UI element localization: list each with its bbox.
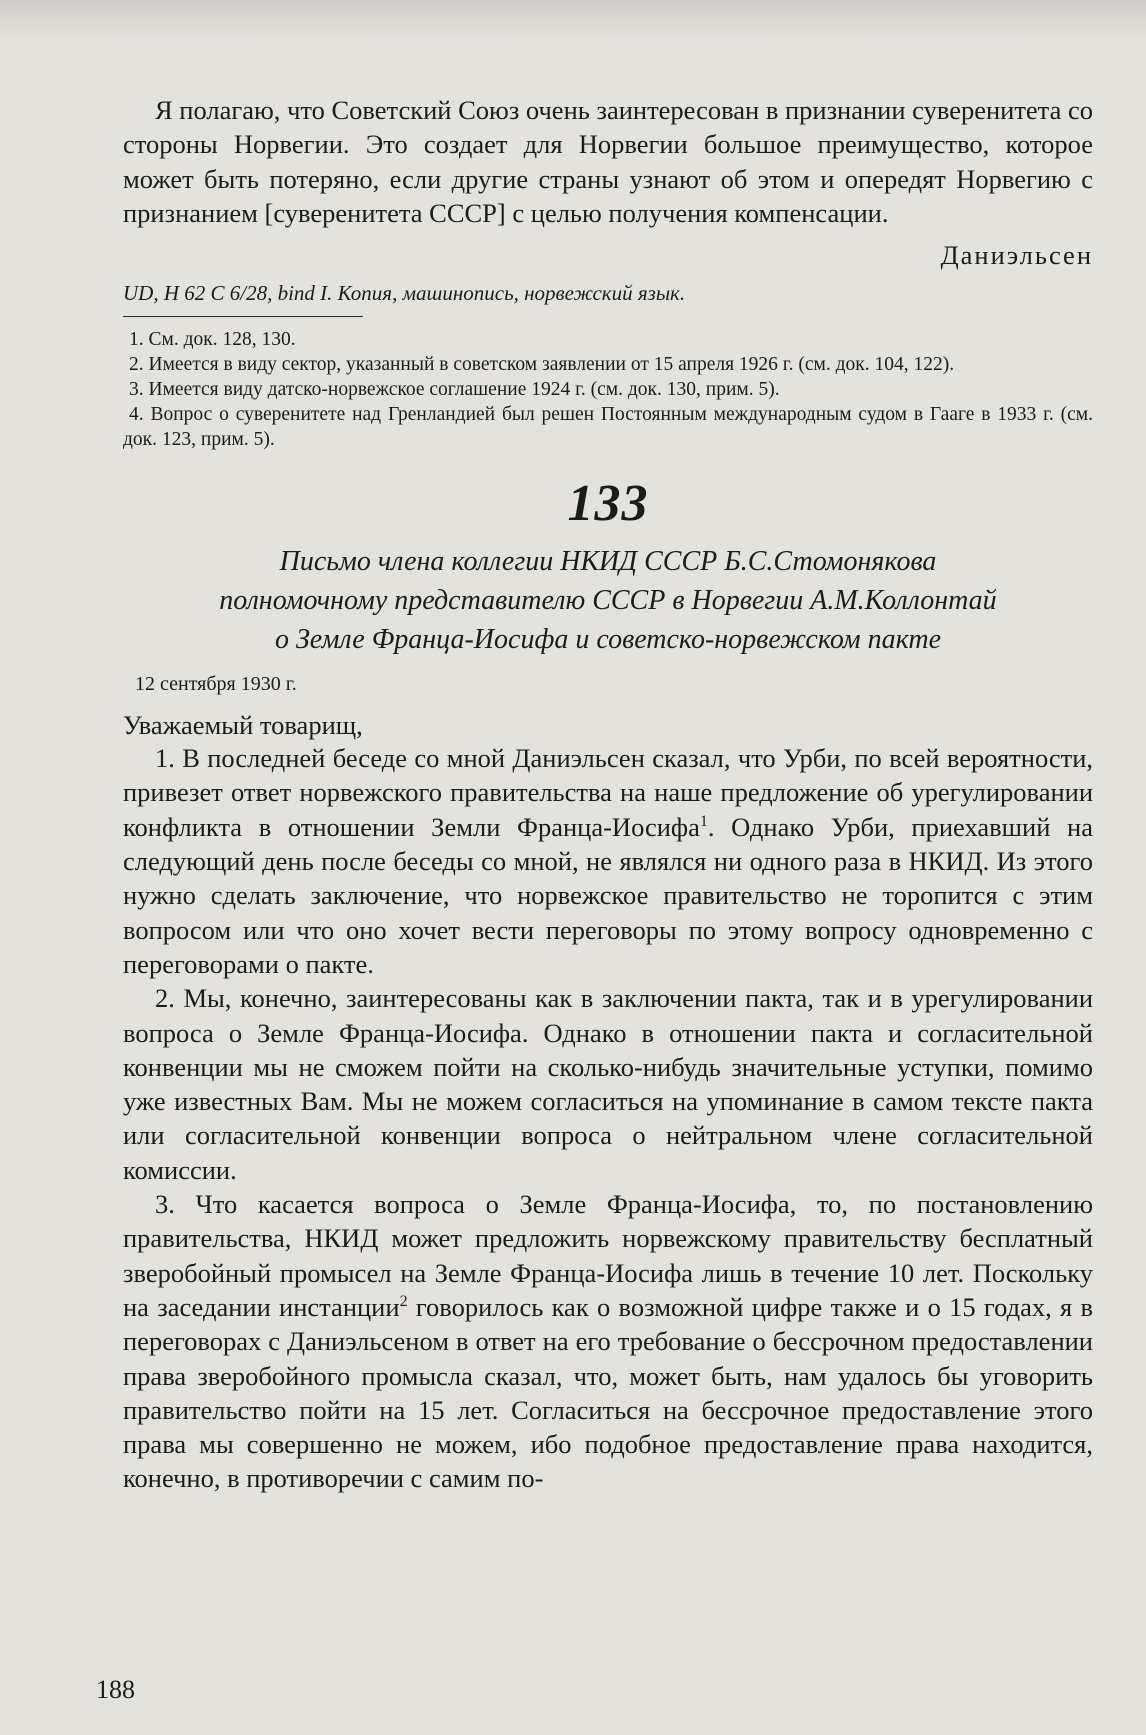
upper-section — [123, 93, 1093, 1496]
top-paragraph: Я полагаю, что Советский Союз очень заинтересован в признании суверенитета со стороны Норвегии. Это создает для Норвегии большое преимущество, которое может быть потеряно, если другие страны узнают об этом и опередят Норвегию с признанием [суверенитета СССР] с целью получения компенсации. — [123, 95, 1093, 228]
greeting: Уважаемый товарищ, — [123, 710, 363, 741]
footnote: 1. См. док. 128, 130. — [129, 329, 296, 351]
footnote: 4. Вопрос о суверенитете над Гренландией был решен Постоянным международным судом в Гааге в 1933 г. (см. док. 123, прим. 5). — [123, 404, 1093, 451]
paragraph-1-text: 1. В последней беседе со мной Даниэльсен сказал, что Урби, по всей вероятности, привезет ответ норвежского правительства на наше предложение об урегулировании конфликта в отношении Земли Франца-Иосифа — [123, 743, 1093, 842]
document-title-line: полномочному представителю СССР в Норвегии А.М.Коллонтай — [219, 585, 997, 617]
footnotes — [123, 327, 1093, 452]
footnote-ref: 1 — [699, 812, 708, 830]
signature: Даниэльсен — [940, 240, 1093, 271]
footnote: 3. Имеется виду датско-норвежское соглашение 1924 г. (см. док. 130, прим. 5). — [129, 379, 780, 401]
paragraph-1-text-cont: . Однако Урби, приехавший на следующий день после беседы со мной, не являлся ни одного раза в НКИД. Из этого нужно сделать заключение, что норвежское правительство не торопится с этим вопросом или что оно хочет вести переговоры по этому вопросу одновременно с переговорами о пакте. — [123, 811, 1093, 979]
footnote-ref: 2 — [399, 1293, 408, 1311]
document-title-line: Письмо члена коллегии НКИД СССР Б.С.Стомонякова — [279, 546, 937, 578]
document-date: 12 сентября 1930 г. — [135, 673, 297, 696]
paragraph-3-text-cont: говорилось как о возможной цифре также и о 15 годах, я в переговорах с Даниэльсеном в ответ на его требование о бессрочном предоставлении права зверобойного промысла сказал, что, может быть, нам удалось бы уговорить правительство пойти на 15 лет. Согласиться на бессрочное предоставление этого права мы совершенно не можем, ибо подобное предоставление права находится, конечно, в противоречии с самим по- — [123, 1291, 1094, 1494]
archive-reference: UD, H 62 C 6/28, bind I. Копия, машинопись, норвежский язык. — [123, 281, 686, 306]
document-title-line: о Земле Франца-Иосифа и советско-норвежском пакте — [274, 624, 942, 656]
footnote-divider — [123, 316, 363, 317]
footnote: 2. Имеется в виду сектор, указанный в советском заявлении от 15 апреля 1926 г. (см. док. 104, 122). — [129, 354, 955, 376]
paragraph-3-text: 3. Что касается вопроса о Земле Франца-Иосифа, то, по постановлению правительства, НКИД может предложить норвежскому правительству бесплатный зверобойный промысел на Земле Франца-Иосифа лишь в течение 10 лет. Поскольку на заседании инстанции — [123, 1189, 1093, 1322]
paragraph-1 — [123, 741, 1093, 981]
paragraph-3 — [123, 1187, 1093, 1496]
paragraph-2: 2. Мы, конечно, заинтересованы как в заключении пакта, так и в урегулировании вопроса о Земле Франца-Иосифа. Однако в отношении пакта и согласительной конвенции мы не сможем пойти на сколько-нибудь значительные уступки, помимо уже известных Вам. Мы не можем согласиться на упоминание в самом тексте пакта или согласительной конвенции вопроса о нейтральном члене согласительной комиссии. — [123, 983, 1093, 1185]
page-number: 188 — [96, 1675, 135, 1704]
document-title — [123, 542, 1093, 659]
document-number: 133 — [567, 475, 649, 533]
